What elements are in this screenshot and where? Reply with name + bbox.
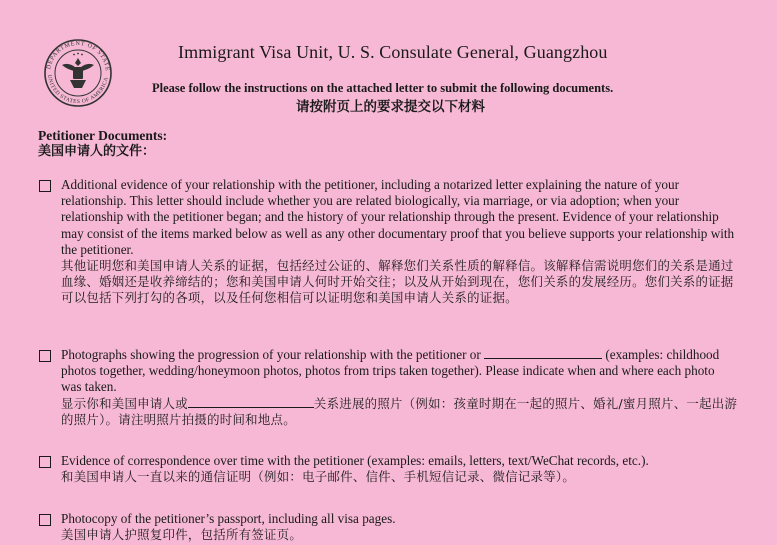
checkbox[interactable] xyxy=(39,456,51,468)
item-text-chinese: 其他证明您和美国申请人关系的证据，包括经过公证的、解释您们关系性质的解释信。该解释信需说明您们的关系是通过血缘、婚姻还是收养缔结的；您和美国申请人何时开始交往；以及从开始到现在，您们关系的发展经历。您们关系的证据可以包括下列打勾的各项，以及任何您相信可以证明您和美国申请人关系的证据。 xyxy=(61,258,734,306)
item-text-english: Additional evidence of your relationship with the petitioner, including a notarized letter explaining the nature of your relationship. This letter should include whether you are related biologically, via marriage, or via adoption; when your relationship with the petitioner began; and the history of your relationship through the present. Evidence of your relationship may consist of the items marked below as well as any other documentary proof that you believe supports your relationship with the petitioner. xyxy=(61,177,735,257)
checklist-item-correspondence xyxy=(38,453,738,485)
checkbox[interactable] xyxy=(39,180,51,192)
fill-in-blank[interactable] xyxy=(484,347,602,359)
page-title: Immigrant Visa Unit, U. S. Consulate General, Guangzhou xyxy=(178,42,608,62)
seal-text-top: DEPARTMENT OF STATE xyxy=(46,40,111,72)
item-text-chinese xyxy=(61,396,738,428)
fill-in-blank[interactable] xyxy=(188,396,314,408)
section-title-chinese: 美国申请人的文件： xyxy=(38,144,156,159)
checklist-item-passport-copy xyxy=(38,511,738,543)
item-text-english-part-a: Photographs showing the progression of your relationship with the petitioner or xyxy=(61,347,481,362)
item-text-english: Evidence of correspondence over time with the petitioner (examples: emails, letters, text/WeChat records, etc.). xyxy=(61,453,649,468)
item-text-english-part-b: (examples: childhood photos together, wedding/honeymoon photos, photos from trips taken together). Please indicate when and where each photo was taken. xyxy=(61,347,720,395)
item-text-chinese-part-a: 显示你和美国申请人或 xyxy=(61,395,188,411)
section-title-english: Petitioner Documents: xyxy=(38,128,168,143)
checklist-item-photographs xyxy=(38,347,738,428)
seal-text-bottom: UNITED STATES OF AMERICA xyxy=(45,74,110,106)
checkbox[interactable] xyxy=(39,350,51,362)
checkbox[interactable] xyxy=(39,514,51,526)
section-heading xyxy=(38,128,167,160)
instruction-chinese: 请按附页上的要求提交以下材料 xyxy=(296,99,485,115)
item-text-chinese: 和美国申请人一直以来的通信证明（例如：电子邮件、信件、手机短信记录、微信记录等）。 xyxy=(61,469,576,485)
department-of-state-seal xyxy=(32,38,124,108)
checklist-item-relationship-evidence xyxy=(38,177,738,307)
item-text-chinese: 美国申请人护照复印件，包括所有签证页。 xyxy=(61,527,303,543)
item-text-english xyxy=(61,347,738,396)
item-text-chinese-part-b: 关系进展的照片（例如：孩童时期在一起的照片、婚礼/蜜月照片、一起出游的照片）。请注明照片拍摄的时间和地点。 xyxy=(61,395,738,427)
item-text-english: Photocopy of the petitioner’s passport, including all visa pages. xyxy=(61,511,396,526)
eagle-icon xyxy=(62,58,94,88)
instruction-english: Please follow the instructions on the attached letter to submit the following documents. xyxy=(152,81,614,95)
